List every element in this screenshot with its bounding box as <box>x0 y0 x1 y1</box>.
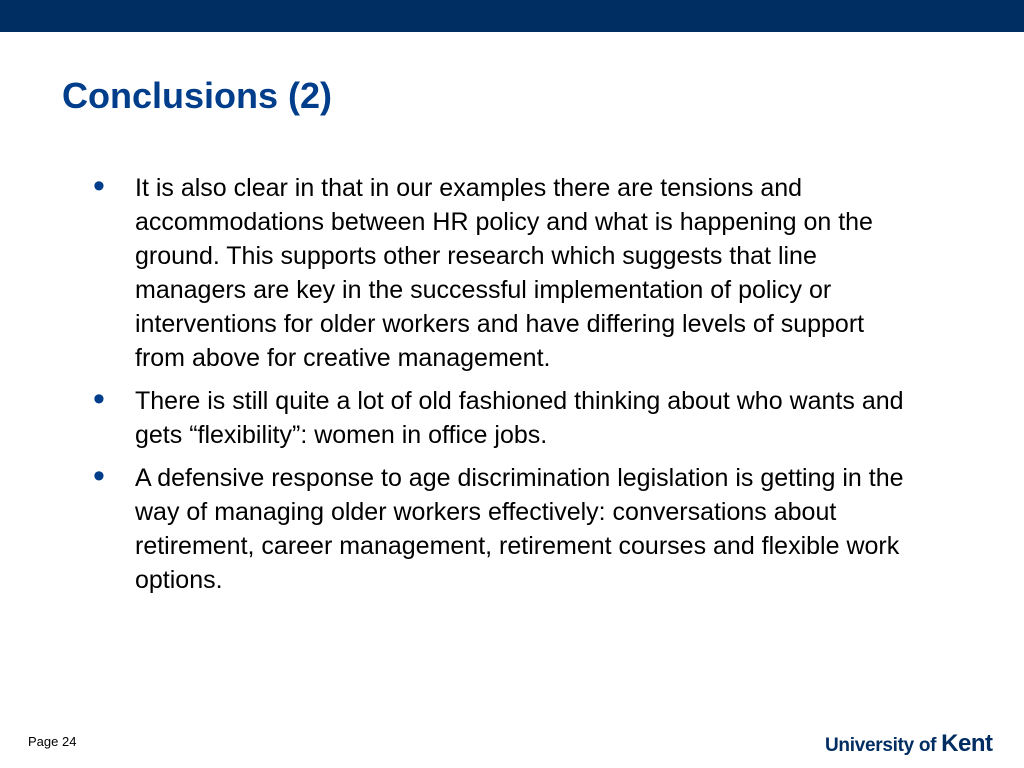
bullet-item <box>0 457 905 597</box>
bullet-dot-icon: • <box>93 167 105 205</box>
bullet-text: There is still quite a lot of old fashioned thinking about who wants and gets “flexibility”: women in office jobs. <box>135 387 904 449</box>
university-logo <box>825 730 993 758</box>
bullet-text: It is also clear in that in our examples there are tensions and accommodations between HR policy and what is happening on the ground. This supports other research which suggests that line managers are key in the successful implementation of policy or interventions for older workers and have differing levels of support from above for creative management. <box>135 174 873 372</box>
slide-title: Conclusions (2) <box>62 75 333 116</box>
page-number: Page 24 <box>28 734 77 749</box>
bullet-dot-icon: • <box>93 457 105 495</box>
bullet-item <box>0 167 905 375</box>
logo-prefix-text: University of <box>825 735 942 756</box>
logo-name-text: Kent <box>941 730 993 757</box>
bullet-dot-icon: • <box>93 380 105 418</box>
bullet-list <box>0 167 1024 606</box>
bullet-item <box>0 380 905 452</box>
top-banner-bar <box>0 0 1024 32</box>
bullet-text: A defensive response to age discrimination legislation is getting in the way of managing older workers effectively: conversations about retirement, career management, retirement courses and flexible work options. <box>135 464 904 594</box>
